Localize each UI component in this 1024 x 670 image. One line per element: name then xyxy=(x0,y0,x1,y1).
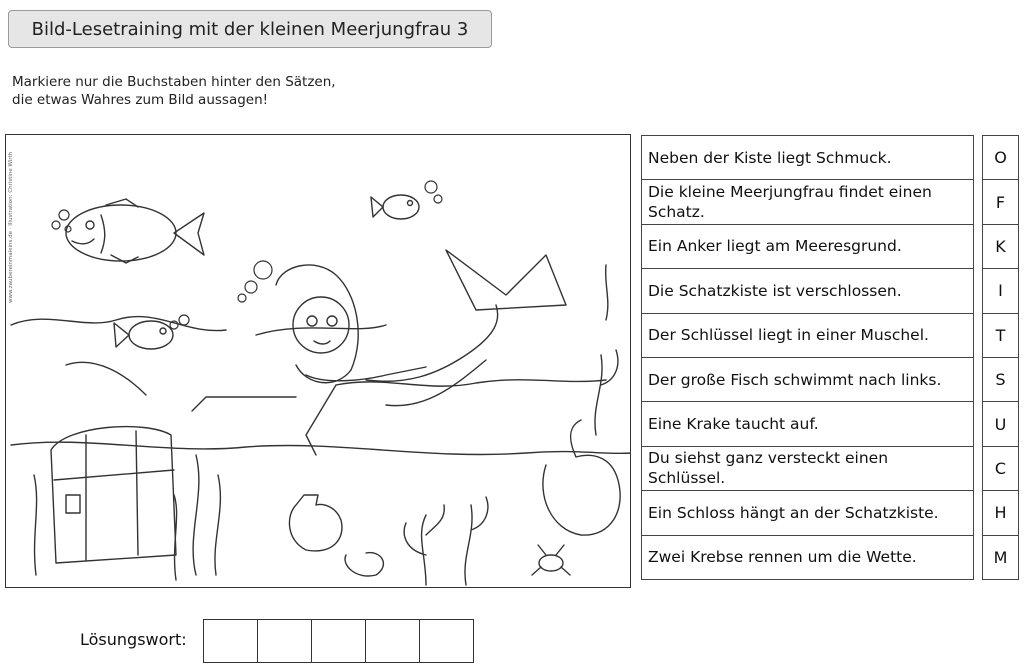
credit-text: www.zaubereinmaleins.de · Illustration: Christine Wirth xyxy=(8,151,14,303)
statement-row xyxy=(641,401,974,446)
answer-letter-box[interactable]: O xyxy=(982,135,1019,180)
instruction-line-1: Markiere nur die Buchstaben hinter den Sätzen, xyxy=(12,74,336,90)
statement-row xyxy=(641,446,974,491)
answer-letter-box[interactable]: M xyxy=(982,535,1019,580)
statements-list xyxy=(641,135,974,580)
solution-word-label: Lösungswort: xyxy=(80,630,187,649)
answer-letter-box[interactable]: U xyxy=(982,401,1019,446)
answer-letter-box[interactable]: S xyxy=(982,357,1019,402)
crab-illustration xyxy=(532,545,570,575)
big-fish-illustration xyxy=(66,199,204,263)
solution-letter-field[interactable] xyxy=(203,619,258,663)
amphora-illustration xyxy=(543,420,620,535)
statement-row xyxy=(641,135,974,180)
statement-text: Der Schlüssel liegt in einer Muschel. xyxy=(648,326,929,345)
instruction-text xyxy=(12,73,432,109)
statement-text: Neben der Kiste liegt Schmuck. xyxy=(648,148,892,167)
statement-text: Ein Schloss hängt an der Schatzkiste. xyxy=(648,503,939,522)
solution-letter-field[interactable] xyxy=(257,619,312,663)
worksheet-title xyxy=(8,10,492,48)
solution-letter-field[interactable] xyxy=(365,619,420,663)
answer-letters-column xyxy=(982,135,1019,580)
statement-row xyxy=(641,535,974,580)
statement-row xyxy=(641,224,974,269)
statement-text: Zwei Krebse rennen um die Wette. xyxy=(648,548,917,567)
statement-text: Die kleine Meerjungfrau findet einen Schatz. xyxy=(648,183,932,222)
solution-letter-field[interactable] xyxy=(311,619,366,663)
illustration-credit xyxy=(6,135,16,305)
small-fish-illustration xyxy=(114,321,173,349)
rock-outline xyxy=(256,325,386,335)
seabed-line xyxy=(11,442,631,454)
statement-text: Die Schatzkiste ist verschlossen. xyxy=(648,281,902,300)
mermaid-illustration-figure xyxy=(192,250,566,455)
statement-text: Der große Fisch schwimmt nach links. xyxy=(648,370,942,389)
worksheet-title-text: Bild-Lesetraining mit der kleinen Meerjungfrau 3 xyxy=(31,18,469,40)
answer-letter-box[interactable]: C xyxy=(982,446,1019,491)
answer-letter-box[interactable]: F xyxy=(982,179,1019,224)
answer-letter-box[interactable]: I xyxy=(982,268,1019,313)
statement-row xyxy=(641,313,974,358)
mermaid-illustration xyxy=(5,134,631,588)
vase-illustration xyxy=(289,495,383,576)
answer-letter-box[interactable]: H xyxy=(982,490,1019,535)
answer-letter-box[interactable]: T xyxy=(982,313,1019,358)
statement-row xyxy=(641,268,974,313)
statement-row xyxy=(641,490,974,535)
statement-text: Du siehst ganz versteckt einen Schlüssel. xyxy=(648,449,889,488)
coral-illustration xyxy=(404,265,618,585)
statement-row xyxy=(641,179,974,224)
small-fish-illustration xyxy=(371,195,419,219)
statement-row xyxy=(641,357,974,402)
rock-outline xyxy=(11,317,226,331)
solution-letter-field[interactable] xyxy=(419,619,474,663)
instruction-line-2: die etwas Wahres zum Bild aussagen! xyxy=(12,92,269,108)
statement-text: Ein Anker liegt am Meeresgrund. xyxy=(648,237,902,256)
answer-letter-box[interactable]: K xyxy=(982,224,1019,269)
solution-word-boxes xyxy=(203,619,474,663)
rock-outline xyxy=(66,362,146,395)
statement-text: Eine Krake taucht auf. xyxy=(648,415,819,434)
